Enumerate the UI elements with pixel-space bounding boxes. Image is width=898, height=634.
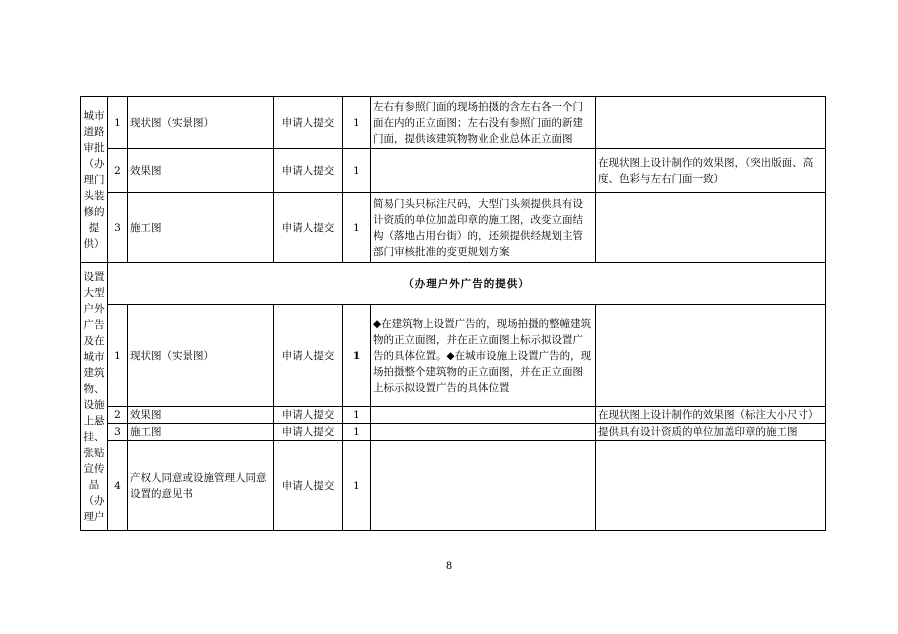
submitter: 申请人提交: [274, 305, 343, 407]
table-row: [81, 149, 826, 193]
material-name: 现状图（实景图）: [128, 305, 274, 407]
submitter: 申请人提交: [274, 407, 343, 424]
table-row: [81, 193, 826, 263]
row-number: 3: [108, 424, 128, 441]
row-number: 3: [108, 193, 128, 263]
note: [596, 305, 826, 407]
table-row: [81, 424, 826, 441]
page-number: 8: [445, 561, 453, 572]
table-row: [81, 263, 826, 305]
material-name: 产权人同意或设施管理人同意设置的意见书: [128, 441, 274, 531]
copy-count: 1: [343, 407, 371, 424]
note: 提供具有设计资质的单位加盖印章的施工图: [596, 424, 826, 441]
note: [596, 441, 826, 531]
material-name: 施工图: [128, 193, 274, 263]
group-label: 设置大型户外广告及在城市建筑物、设施上悬挂、张贴宣传品（办理户: [81, 263, 108, 531]
table-row: [81, 97, 826, 149]
material-name: 现状图（实景图）: [128, 97, 274, 149]
copy-count: 1: [343, 149, 371, 193]
group-label: 城市道路审批（办理门头装修的提供）: [81, 97, 108, 263]
requirement: [371, 407, 596, 424]
copy-count: 1: [343, 193, 371, 263]
requirement: [371, 149, 596, 193]
material-name: 施工图: [128, 424, 274, 441]
row-number: 2: [108, 149, 128, 193]
requirement: [371, 424, 596, 441]
submitter: 申请人提交: [274, 149, 343, 193]
submitter: 申请人提交: [274, 441, 343, 531]
requirement: 左右有参照门面的现场拍摄的含左右各一个门面在内的正立面图；左右没有参照门面的新建门面，提供该建筑物物业企业总体正立面图: [371, 97, 596, 149]
submitter: 申请人提交: [274, 424, 343, 441]
material-name: 效果图: [128, 149, 274, 193]
row-number: 1: [108, 97, 128, 149]
submitter: 申请人提交: [274, 193, 343, 263]
table-row: [81, 407, 826, 424]
section-title: （办理户外广告的提供）: [108, 263, 826, 305]
table-row: [81, 305, 826, 407]
material-name: 效果图: [128, 407, 274, 424]
note: 在现状图上设计制作的效果图，（突出版面、高度、色彩与左右门面一致）: [596, 149, 826, 193]
row-number: 1: [108, 305, 128, 407]
submitter: 申请人提交: [274, 97, 343, 149]
requirement: ◆在建筑物上设置广告的，现场拍摄的整幢建筑物的正立面图，并在正立面图上标示拟设置广告的具体位置。◆在城市设施上设置广告的，现场拍摄整个建筑物的正立面图，并在正立面图上标示拟设置广告的具体位置: [371, 305, 596, 407]
note: 在现状图上设计制作的效果图（标注大小尺寸）: [596, 407, 826, 424]
row-number: 2: [108, 407, 128, 424]
requirement: [371, 441, 596, 531]
requirements-table: [80, 96, 826, 531]
row-number: 4: [108, 441, 128, 531]
copy-count: 1: [343, 97, 371, 149]
requirement: 简易门头只标注尺码，大型门头须提供具有设计资质的单位加盖印章的施工图，改变立面结构（落地占用台街）的，还须提供经规划主管部门审核批准的变更规划方案: [371, 193, 596, 263]
table-row: [81, 441, 826, 531]
copy-count: 1: [343, 424, 371, 441]
copy-count: 1: [343, 305, 371, 407]
note: [596, 97, 826, 149]
copy-count: 1: [343, 441, 371, 531]
note: [596, 193, 826, 263]
